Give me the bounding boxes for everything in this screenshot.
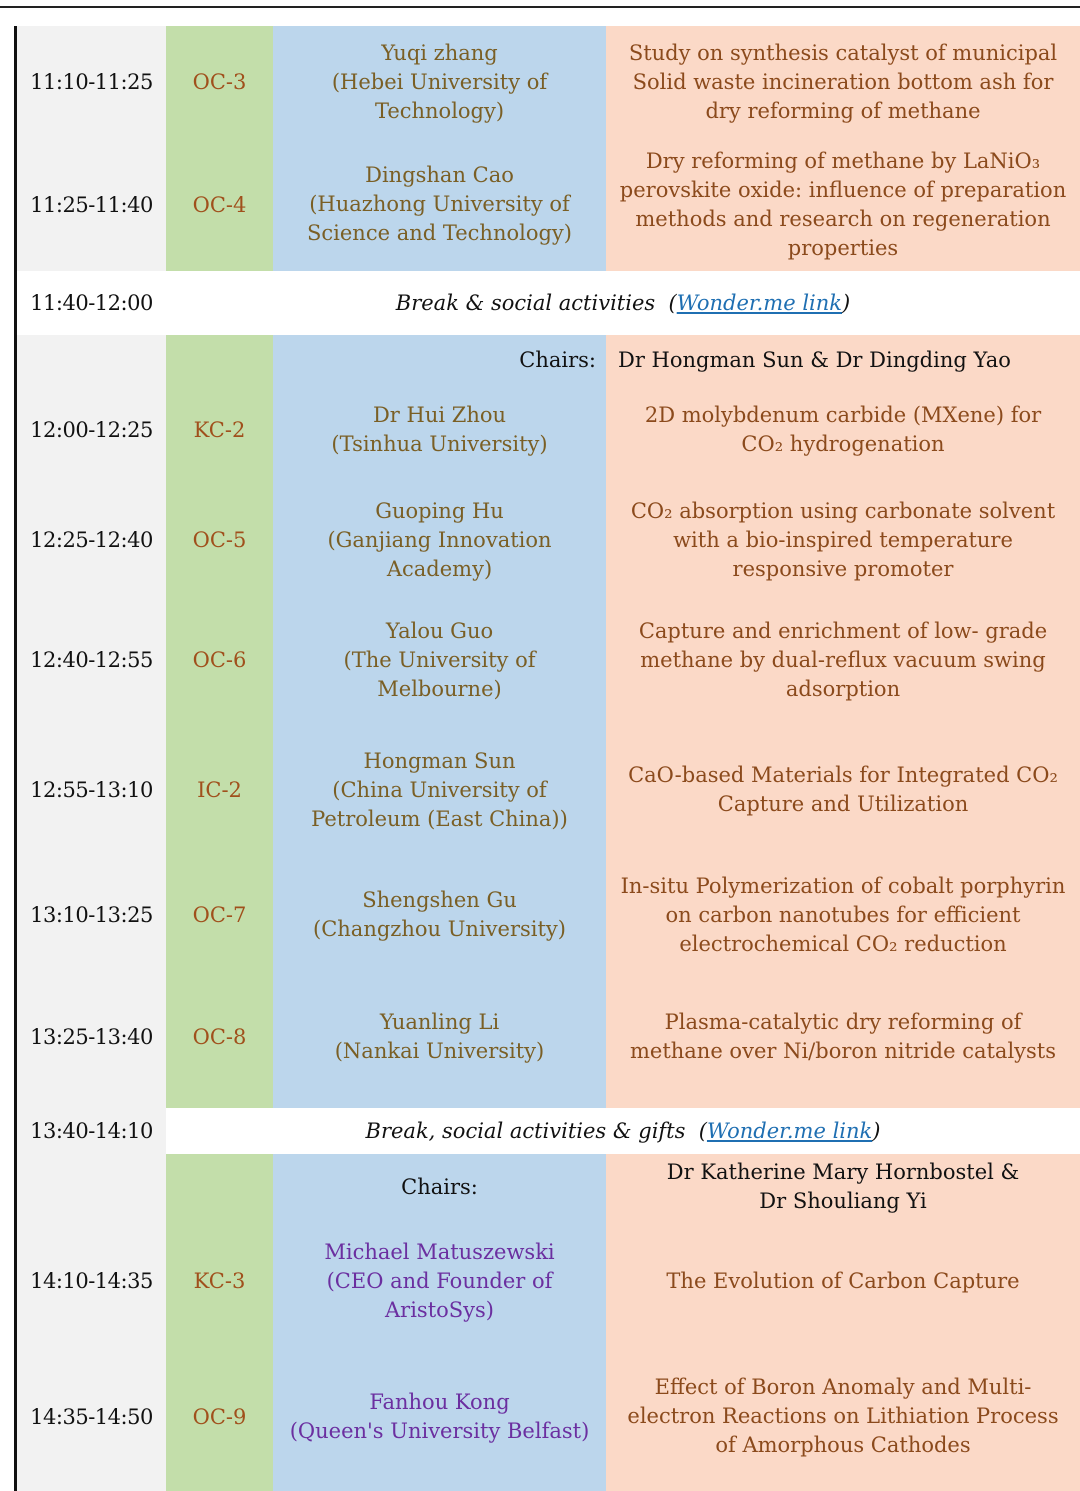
talk-title: CaO-based Materials for Integrated CO₂ Capture and Utilization [606, 715, 1080, 865]
speaker-name: Fanhou Kong [369, 1389, 510, 1414]
session-row [17, 715, 1080, 865]
session-row [17, 1342, 1080, 1491]
chairs-label-cell [273, 335, 606, 385]
session-row [17, 385, 1080, 475]
break-cell: Break & social activities ( Wonder.me link ) [166, 271, 1080, 335]
speaker-affiliation: (Changzhou University) [313, 917, 566, 941]
session-time: 14:10-14:35 [17, 1220, 166, 1342]
speaker-name: Yuqi zhang [381, 40, 498, 65]
chairs-names-cell [606, 335, 1080, 385]
session-time: 13:25-13:40 [17, 965, 166, 1108]
speaker-name: Yuanling Li [379, 1009, 500, 1034]
session-row [17, 475, 1080, 605]
speaker-cell [273, 605, 606, 715]
session-row [17, 138, 1080, 271]
session-time: 11:25-11:40 [17, 138, 166, 271]
left-rule [14, 26, 17, 1491]
speaker-affiliation: (Huazhong University of Science and Technology) [307, 192, 572, 245]
speaker-cell [273, 26, 606, 138]
session-code: OC-6 [166, 605, 273, 715]
code-blank [166, 335, 273, 385]
speaker-cell [273, 965, 606, 1108]
speaker-affiliation: (China University of Petroleum (East China)) [311, 777, 568, 831]
top-rule [0, 6, 1080, 8]
session-code: KC-3 [166, 1220, 273, 1342]
break-time: 13:40-14:10 [17, 1108, 166, 1154]
break-cell: Break, social activities & gifts ( Wonder.me link ) [166, 1108, 1080, 1154]
chairs-names-line2: Dr Shouliang Yi [759, 1189, 927, 1213]
speaker-name: Hongman Sun [363, 748, 516, 773]
session-code: OC-4 [166, 138, 273, 271]
chairs-label: Chairs: [401, 1174, 478, 1199]
break-row [17, 271, 1080, 335]
session-code: IC-2 [166, 715, 273, 865]
talk-title: Plasma-catalytic dry reforming of methane over Ni/boron nitride catalysts [606, 965, 1080, 1108]
code-blank [166, 1154, 273, 1220]
session-code: OC-5 [166, 475, 273, 605]
speaker-cell [273, 865, 606, 965]
session-code: OC-9 [166, 1342, 273, 1491]
talk-title: The Evolution of Carbon Capture [606, 1220, 1080, 1342]
chairs-names: Dr Hongman Sun & Dr Dingding Yao [618, 347, 1011, 372]
talk-title: Study on synthesis catalyst of municipal Solid waste incineration bottom ash for dry reforming of methane [606, 26, 1080, 138]
break-text: Break, social activities & gifts [365, 1119, 686, 1143]
speaker-cell [273, 385, 606, 475]
speaker-cell [273, 715, 606, 865]
speaker-name: Dr Hui Zhou [372, 403, 507, 427]
session-code: OC-7 [166, 865, 273, 965]
session-time: 13:10-13:25 [17, 865, 166, 965]
talk-title: CO₂ absorption using carbonate solvent with a bio-inspired temperature responsive promoter [606, 475, 1080, 605]
wonder-me-link[interactable]: Wonder.me link [706, 1119, 873, 1143]
time-blank [17, 1154, 166, 1220]
session-row [17, 605, 1080, 715]
session-row [17, 965, 1080, 1108]
speaker-name: Shengshen Gu [362, 888, 517, 912]
speaker-affiliation: (Nankai University) [334, 1038, 545, 1063]
wonder-me-link[interactable]: Wonder.me link [676, 291, 843, 315]
break-time: 11:40-12:00 [17, 271, 166, 335]
chairs-names-cell [606, 1154, 1080, 1220]
speaker-cell [273, 1220, 606, 1342]
session-time: 12:55-13:10 [17, 715, 166, 865]
session-code: KC-2 [166, 385, 273, 475]
speaker-cell [273, 475, 606, 605]
session-time: 12:25-12:40 [17, 475, 166, 605]
session-time: 14:35-14:50 [17, 1342, 166, 1491]
speaker-name: Michael Matuszewski [324, 1239, 555, 1264]
speaker-affiliation: (Queen's University Belfast) [289, 1418, 590, 1443]
break-text: Break & social activities [395, 291, 656, 315]
speaker-name: Dingshan Cao [365, 163, 514, 187]
speaker-affiliation: (Tsinhua University) [331, 432, 548, 456]
speaker-affiliation: (CEO and Founder of AristoSys) [326, 1268, 553, 1322]
break-row [17, 1108, 1080, 1154]
session-row [17, 865, 1080, 965]
speaker-affiliation: (The University of Melbourne) [343, 647, 536, 701]
speaker-affiliation: (Ganjiang Innovation Academy) [327, 527, 552, 581]
time-blank [17, 335, 166, 385]
talk-title: 2D molybdenum carbide (MXene) for CO₂ hydrogenation [606, 385, 1080, 475]
session-code: OC-3 [166, 26, 273, 138]
chairs-row [17, 335, 1080, 385]
session-row [17, 26, 1080, 138]
chairs-names-line1: Dr Katherine Mary Hornbostel & [666, 1160, 1020, 1184]
session-code: OC-8 [166, 965, 273, 1108]
chairs-row [17, 1154, 1080, 1220]
speaker-cell [273, 138, 606, 271]
speaker-affiliation: (Hebei University of Technology) [331, 69, 548, 123]
talk-title: In-situ Polymerization of cobalt porphyrin on carbon nanotubes for efficient electrochemical CO₂ reduction [606, 865, 1080, 965]
speaker-name: Guoping Hu [375, 498, 504, 523]
speaker-cell [273, 1342, 606, 1491]
chairs-label: Chairs: [519, 347, 596, 372]
talk-title: Dry reforming of methane by LaNiO₃ perovskite oxide: influence of preparation methods and research on regeneration properties [606, 138, 1080, 271]
chairs-label-cell [273, 1154, 606, 1220]
talk-title: Capture and enrichment of low- grade methane by dual-reflux vacuum swing adsorption [606, 605, 1080, 715]
session-time: 11:10-11:25 [17, 26, 166, 138]
talk-title: Effect of Boron Anomaly and Multi-electron Reactions on Lithiation Process of Amorphous Cathodes [606, 1342, 1080, 1491]
session-time: 12:40-12:55 [17, 605, 166, 715]
session-time: 12:00-12:25 [17, 385, 166, 475]
session-row [17, 1220, 1080, 1342]
speaker-name: Yalou Guo [385, 618, 494, 643]
